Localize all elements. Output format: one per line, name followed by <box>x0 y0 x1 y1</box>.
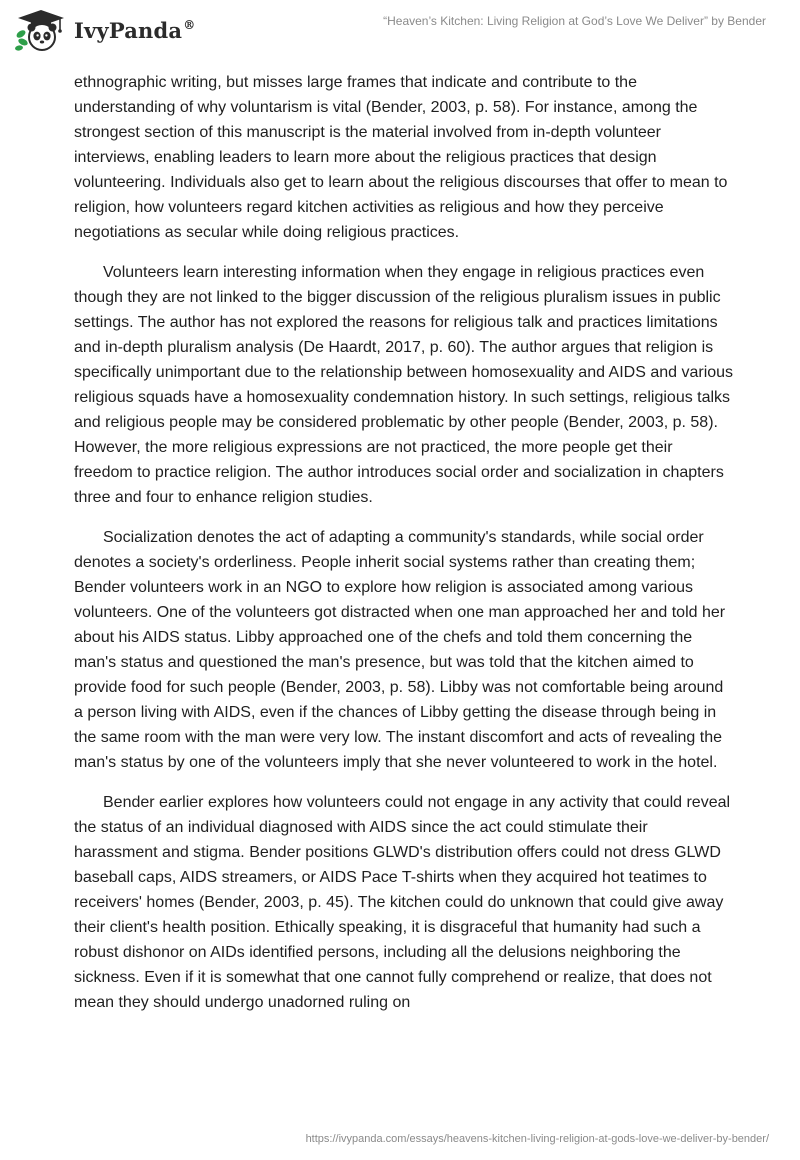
paragraph-3: Socialization denotes the act of adapting a community's standards, while social order denotes a society's orderliness. People inherit social systems rather than creating them; Bender volunteers work in an NGO to explore how religion is associated among various volunteers. One of the volunteers got distracted when one man approached her and told her about his AIDS status. Libby approached one of the chefs and told them concerning the man's status and questioned the man's presence, but was told that the kitchen aimed to provide food for such people (Bender, 2003, p. 58). Libby was not comfortable being around a person living with AIDS, even if the chances of Libby getting the disease through being in the same room with the man were very low. The instant discomfort and acts of revealing the man's status by one of the volunteers imply that she never volunteered to work in the hotel. <box>74 529 726 771</box>
panda-logo-icon <box>14 8 68 52</box>
ivypanda-logo[interactable] <box>14 8 195 52</box>
paragraph-1: ethnographic writing, but misses large frames that indicate and contribute to the understanding of why voluntarism is vital (Bender, 2003, p. 58). For instance, among the strongest section of this manuscript is the material involved from in-depth volunteer interviews, enabling leaders to learn more about the religious practices that design volunteering. Individuals also get to learn about the religious discourses that offer to mean to religion, how volunteers regard kitchen activities as religious and how they perceive negotiations as secular while doing religious practices. <box>74 74 728 241</box>
essay-body <box>74 70 734 1030</box>
logo-wordmark <box>74 18 195 43</box>
page-header <box>0 0 800 60</box>
logo-text: IvyPanda <box>74 17 183 43</box>
source-url[interactable]: https://ivypanda.com/essays/heavens-kitchen-living-religion-at-gods-love-we-deliver-by-bender/ <box>305 1133 769 1145</box>
paragraph-2: Volunteers learn interesting information when they engage in religious practices even though they are not linked to the bigger discussion of the religious pluralism issues in public settings. The author has not explored the reasons for religious talk and practices limitations and in-depth pluralism analysis (De Haardt, 2017, p. 60). The author argues that religion is specifically unimportant due to the relationship between homosexuality and AIDS and various religious squads have a homosexuality condemnation history. In such settings, religious talks and religious people may be considered problematic by other people (Bender, 2003, p. 58). However, the more religious expressions are not practiced, the more people get their freedom to practice religion. The author introduces social order and socialization in chapters three and four to enhance religion studies. <box>74 264 734 506</box>
running-title: “Heaven’s Kitchen: Living Religion at God’s Love We Deliver” by Bender <box>383 14 766 28</box>
paragraph-4: Bender earlier explores how volunteers could not engage in any activity that could reveal the status of an individual diagnosed with AIDS since the act could stimulate their harassment and stigma. Bender positions GLWD's distribution offers could not dress GLWD baseball caps, AIDS streamers, or AIDS Pace T-shirts when they acquired hot teatimes to receivers' homes (Bender, 2003, p. 45). The kitchen could do unknown that could give away their client's health position. Ethically speaking, it is disgraceful that humanity had such a robust dishonor on AIDs identified persons, including all the delusions neighboring the sickness. Even if it is somewhat that one cannot fully comprehend or realize, that does not mean they should undergo unadorned ruling on <box>74 794 731 1011</box>
registered-mark: ® <box>183 17 196 32</box>
